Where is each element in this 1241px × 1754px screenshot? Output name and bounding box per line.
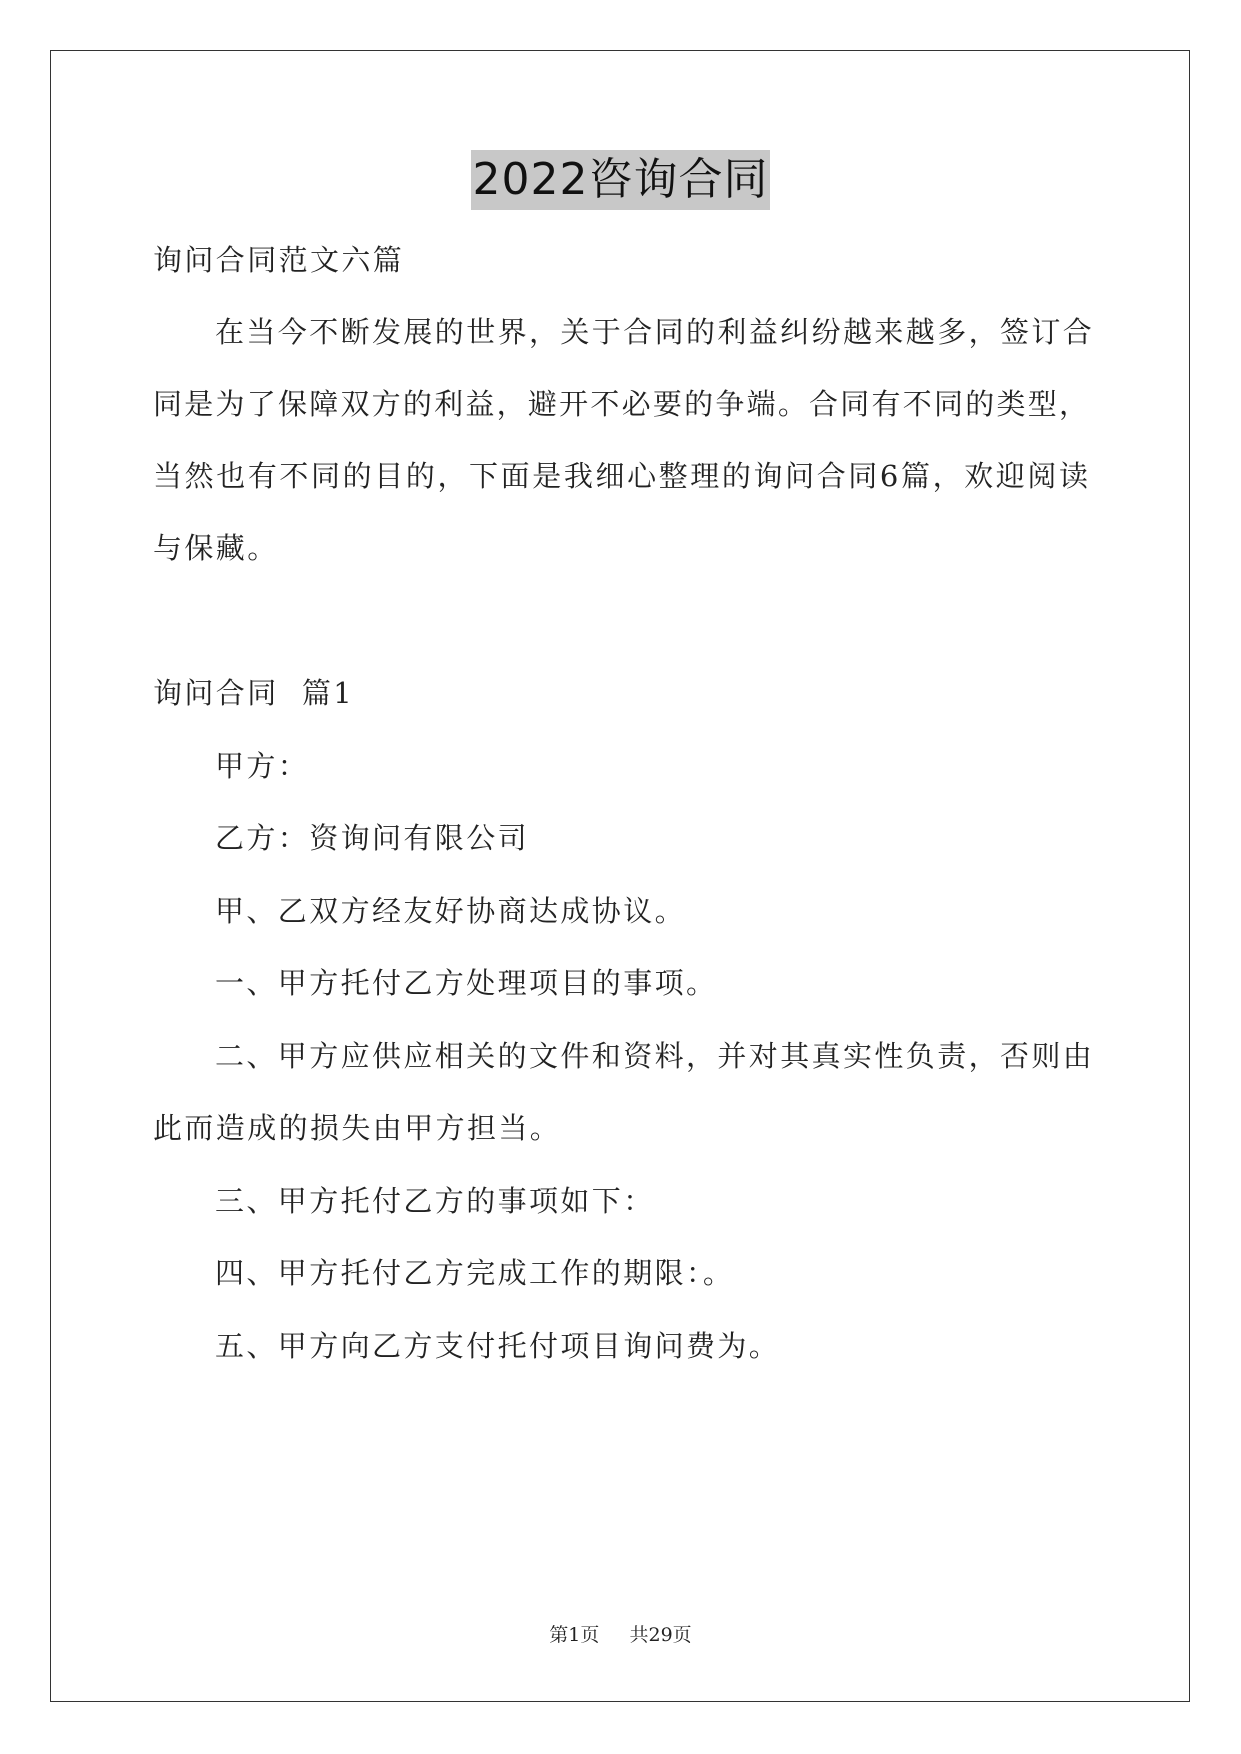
clause-party-a: 甲方： xyxy=(215,749,310,783)
intro-line-3: 当然也有不同的目的，下面是我细心整理的询问合同6篇，欢迎阅读 xyxy=(153,459,1088,493)
clause-5: 五、甲方向乙方支付托付项目询问费为。 xyxy=(215,1329,781,1363)
clause-4: 四、甲方托付乙方完成工作的期限：。 xyxy=(215,1256,735,1290)
intro-line-1: 在当今不断发展的世界，关于合同的利益纠纷越来越多，签订合 xyxy=(215,315,1095,349)
intro-line-2: 同是为了保障双方的利益，避开不必要的争端。合同有不同的类型， xyxy=(153,387,1088,421)
section-heading: 询问合同 篇1 xyxy=(153,676,355,710)
document-title: 2022咨询合同 xyxy=(471,150,771,210)
clause-3: 三、甲方托付乙方的事项如下： xyxy=(215,1184,655,1218)
clause-party-b: 乙方：资询问有限公司 xyxy=(215,821,530,855)
intro-line-4: 与保藏。 xyxy=(153,531,279,565)
clause-2-line-2: 此而造成的损失由甲方担当。 xyxy=(153,1111,562,1145)
title-container xyxy=(0,150,1241,210)
page-number-footer: 第1页 共29页 xyxy=(549,1624,692,1646)
clause-1: 一、甲方托付乙方处理项目的事项。 xyxy=(215,966,718,1000)
clause-agreement: 甲、乙双方经友好协商达成协议。 xyxy=(215,894,687,928)
page-border xyxy=(50,50,1190,1702)
clause-2-line-1: 二、甲方应供应相关的文件和资料，并对其真实性负责，否则由 xyxy=(215,1039,1095,1073)
document-subtitle: 询问合同范文六篇 xyxy=(153,243,405,277)
